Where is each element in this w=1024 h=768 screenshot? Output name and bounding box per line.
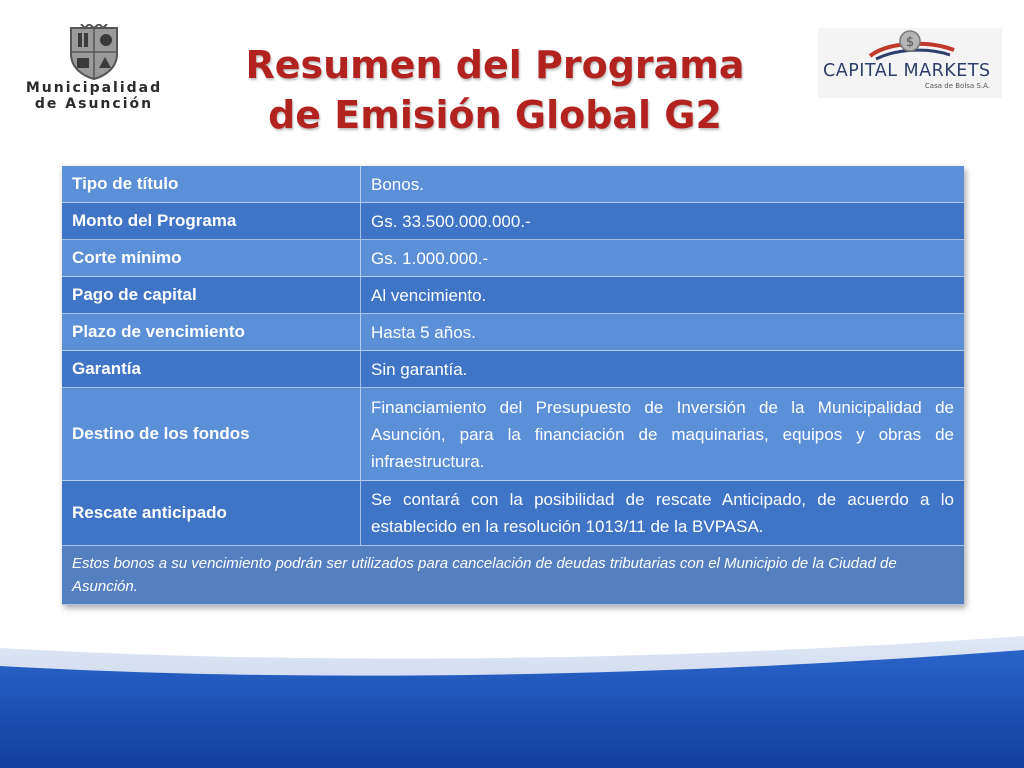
table-note-row	[62, 546, 964, 605]
row-value: Gs. 33.500.000.000.-	[361, 203, 965, 240]
bottom-wave-decoration	[0, 610, 1024, 768]
row-label: Monto del Programa	[62, 203, 361, 240]
row-label: Garantía	[62, 351, 361, 388]
municipal-shield-icon	[67, 24, 121, 80]
table-row	[62, 481, 964, 546]
row-label: Tipo de título	[62, 166, 361, 203]
svg-text:$: $	[905, 35, 915, 50]
summary-table	[62, 166, 964, 605]
capital-markets-subtitle: Casa de Bolsa S.A.	[924, 82, 990, 90]
row-value: Sin garantía.	[361, 351, 965, 388]
title-line2: de Emisión Global G2	[268, 93, 722, 137]
table-note: Estos bonos a su vencimiento podrán ser utilizados para cancelación de deudas tributarias con el Municipio de la Ciudad de Asunción.	[62, 546, 964, 605]
municipalidad-line1: Municipalidad	[25, 80, 163, 96]
row-value: Se contará con la posibilidad de rescate Anticipado, de acuerdo a lo establecido en la resolución 1013/11 de la BVPASA.	[361, 481, 965, 546]
table-row	[62, 240, 964, 277]
table-row	[62, 388, 964, 481]
table-row	[62, 277, 964, 314]
coin-swoosh-icon	[818, 28, 1002, 64]
row-label: Plazo de vencimiento	[62, 314, 361, 351]
row-label: Corte mínimo	[62, 240, 361, 277]
table-row	[62, 314, 964, 351]
table-row	[62, 203, 964, 240]
municipalidad-logo	[18, 24, 170, 124]
capital-markets-logo	[818, 28, 1002, 98]
row-label: Pago de capital	[62, 277, 361, 314]
page-title	[200, 40, 790, 140]
municipalidad-line2: de Asunción	[34, 96, 154, 112]
title-line1: Resumen del Programa	[245, 43, 745, 87]
capital-markets-name: CAPITAL MARKETS	[823, 61, 991, 81]
row-value: Gs. 1.000.000.-	[361, 240, 965, 277]
row-value: Bonos.	[361, 166, 965, 203]
row-value: Financiamiento del Presupuesto de Inversión de la Municipalidad de Asunción, para la financiación de maquinarias, equipos y obras de infraestructura.	[361, 388, 965, 481]
row-label: Rescate anticipado	[62, 481, 361, 546]
row-value: Al vencimiento.	[361, 277, 965, 314]
row-value: Hasta 5 años.	[361, 314, 965, 351]
table-row	[62, 351, 964, 388]
table-row	[62, 166, 964, 203]
row-label: Destino de los fondos	[62, 388, 361, 481]
